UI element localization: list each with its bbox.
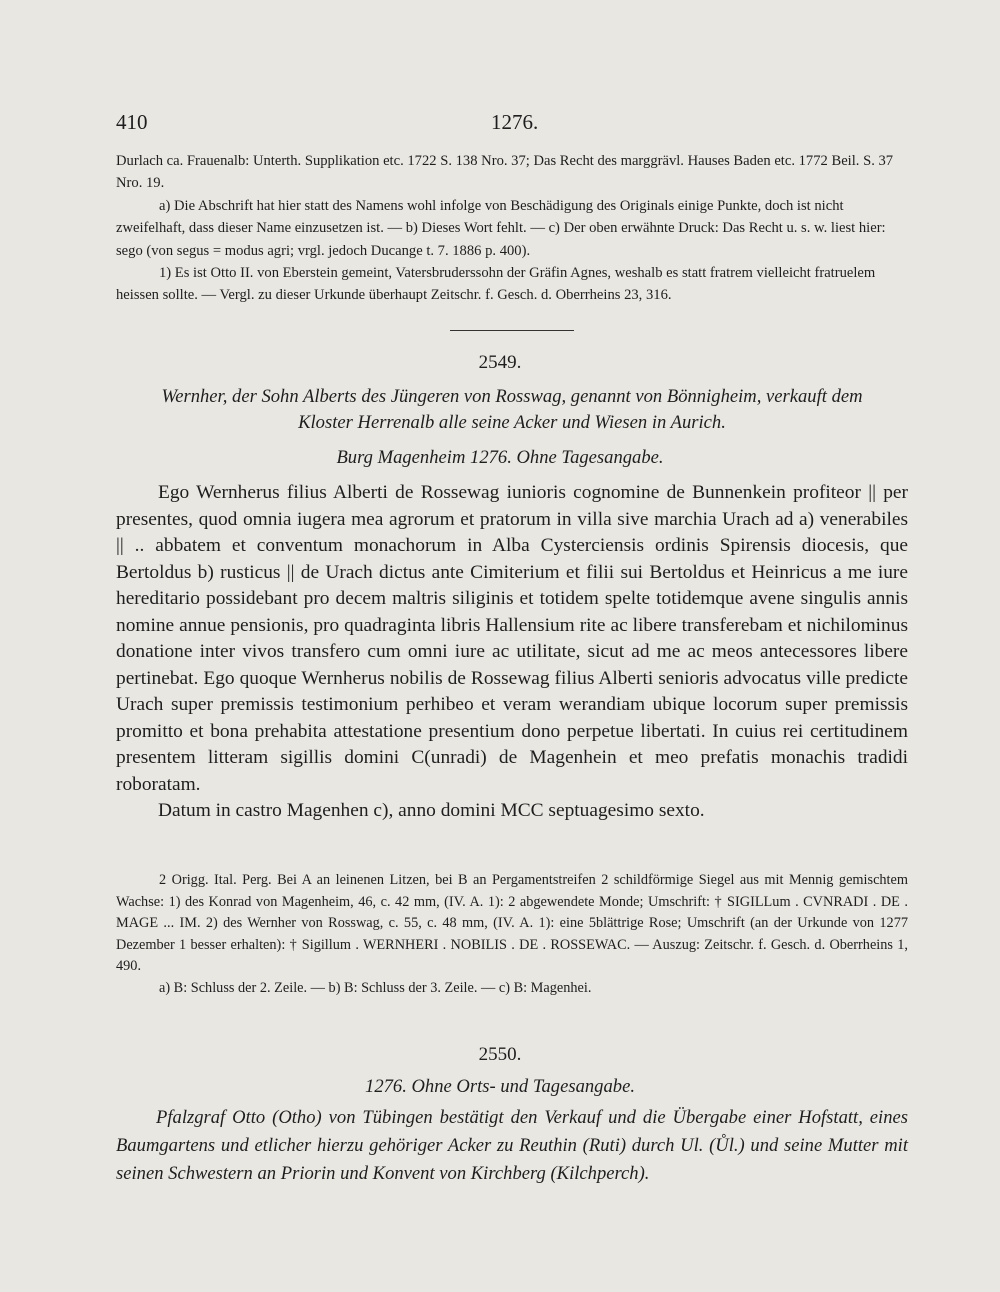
footnotes-2549: a) B: Schluss der 2. Zeile. — b) B: Schluss der 3. Zeile. — c) B: Magenhei. [159, 979, 592, 996]
regest-2550 [116, 1104, 908, 1188]
place-date-2549: Burg Magenheim 1276. Ohne Tagesangabe. [336, 447, 664, 468]
document-number-2549: 2549. [478, 352, 522, 373]
section-divider [450, 330, 574, 331]
regest-2550-text: Pfalzgraf Otto (Otho) von Tübingen bestätigt den Verkauf und die Übergabe einer Hofstatt, eines Baumgartens und etlicher hierzu gehöriger Acker zu Reuthin (Ruti) durch Ul. (Ůl.) und seine Mutter mit seinen Schwestern an Priorin und Konvent von Kirchberg (Kilchperch). [116, 1107, 908, 1184]
regest-2549-line-2: Kloster Herrenalb alle seine Acker und Wiesen in Aurich. [298, 412, 726, 433]
note-continued: Durlach ca. Frauenalb: Unterth. Supplikation etc. 1722 S. 138 Nro. 37; Das Recht des marggrävl. Hauses Baden etc. 1772 Beil. S. 37 Nro. 19. [116, 153, 894, 192]
page-header [116, 110, 906, 140]
document-number-2550: 2550. [478, 1044, 522, 1065]
charter-text-2549 [116, 480, 908, 825]
note-a: a) Die Abschrift hat hier statt des Namens wohl infolge von Beschädigung des Originals einige Punkte, doch ist nicht zweifelhaft, dass dieser Name einzusetzen ist. — b) Dieses Wort fehlt. — c) Der oben erwähnte Druck: Das Recht u. s. w. liest hier: sego (von segus = modus agri; vrgl. jedoch Ducange t. 7. 1886 p. 400). [116, 197, 886, 259]
charter-datum: Datum in castro Magenhen c), anno domini MCC septuagesimo sexto. [158, 800, 705, 821]
regest-2549-line-1: Wernher, der Sohn Alberts des Jüngeren von Rosswag, genannt von Bönnigheim, verkauft dem [161, 386, 863, 407]
previous-document-notes [116, 150, 908, 307]
header-year: 1276. [491, 110, 539, 134]
regest-2549 [116, 384, 908, 436]
note-1: 1) Es ist Otto II. von Eberstein gemeint, Vatersbruderssohn der Gräfin Agnes, weshalb es statt fratrem vielleicht fratruelem heissen sollte. — Vergl. zu dieser Urkunde überhaupt Zeitschr. f. Gesch. d. Oberrheins 23, 316. [116, 265, 876, 304]
charter-body: Ego Wernherus filius Alberti de Rossewag iunioris cognomine de Bunnenkein profiteor || per presentes, quod omnia iugera mea agrorum et pratorum in villa sive marchia Urach ad a) venerabiles || .. abbatem et conventum monachorum in Alba Cysterciensis ordinis Spirensis diocesis, que Bertoldus b) rusticus || de Urach dictus ante Cimiterium et filii sui Bertoldus et Heinricus a me iure hereditario possidebant pro decem maltris siliginis et totidem spelte totidemque avene singulis annis nomine annue pensionis, pro quadraginta libris Hallensium rite ac libere transferebam et nichilominus donatione inter vivos transfero cum omni iure ac utilitate, sicut ad me ac meos antecessores libere pertinebat. Ego quoque Wernherus nobilis de Rossewag filius Alberti senioris advocatus ville predicte Urach super premissis testimonium perhibeo et veram werandiam ubique locorum super premissis promitto et bona prehabita attestatione presentium dono perpetue libertati. In cuius rei certitudinem presentem litteram sigillis domini C(unradi) de Magenhein et meo prefatis monachis tradidi roboratam. [116, 482, 908, 795]
date-2550: 1276. Ohne Orts- und Tagesangabe. [365, 1076, 635, 1097]
page-number: 410 [116, 110, 148, 134]
tradition-note: 2 Origg. Ital. Perg. Bei A an leinenen Litzen, bei B an Pergamentstreifen 2 schildförmige Siegel aus mit Mennig gemischtem Wachse: 1) des Konrad von Magenheim, 46, c. 42 mm, (IV. A. 1): 2 abgewendete Monde; Umschrift: † SIGILLum . CVNRADI . DE . MAGE ... IM. 2) des Wernher von Rosswag, c. 55, c. 48 mm, (IV. A. 1): eine 5blättrige Rose; Umschrift (an der Urkunde von 1277 Dezember 1 besser erhalten): † Sigillum . WERNHERI . NOBILIS . DE . ROSSEWAC. — Auszug: Zeitschr. f. Gesch. d. Oberrheins 1, 490. [116, 872, 908, 974]
apparatus-2549 [116, 870, 908, 999]
